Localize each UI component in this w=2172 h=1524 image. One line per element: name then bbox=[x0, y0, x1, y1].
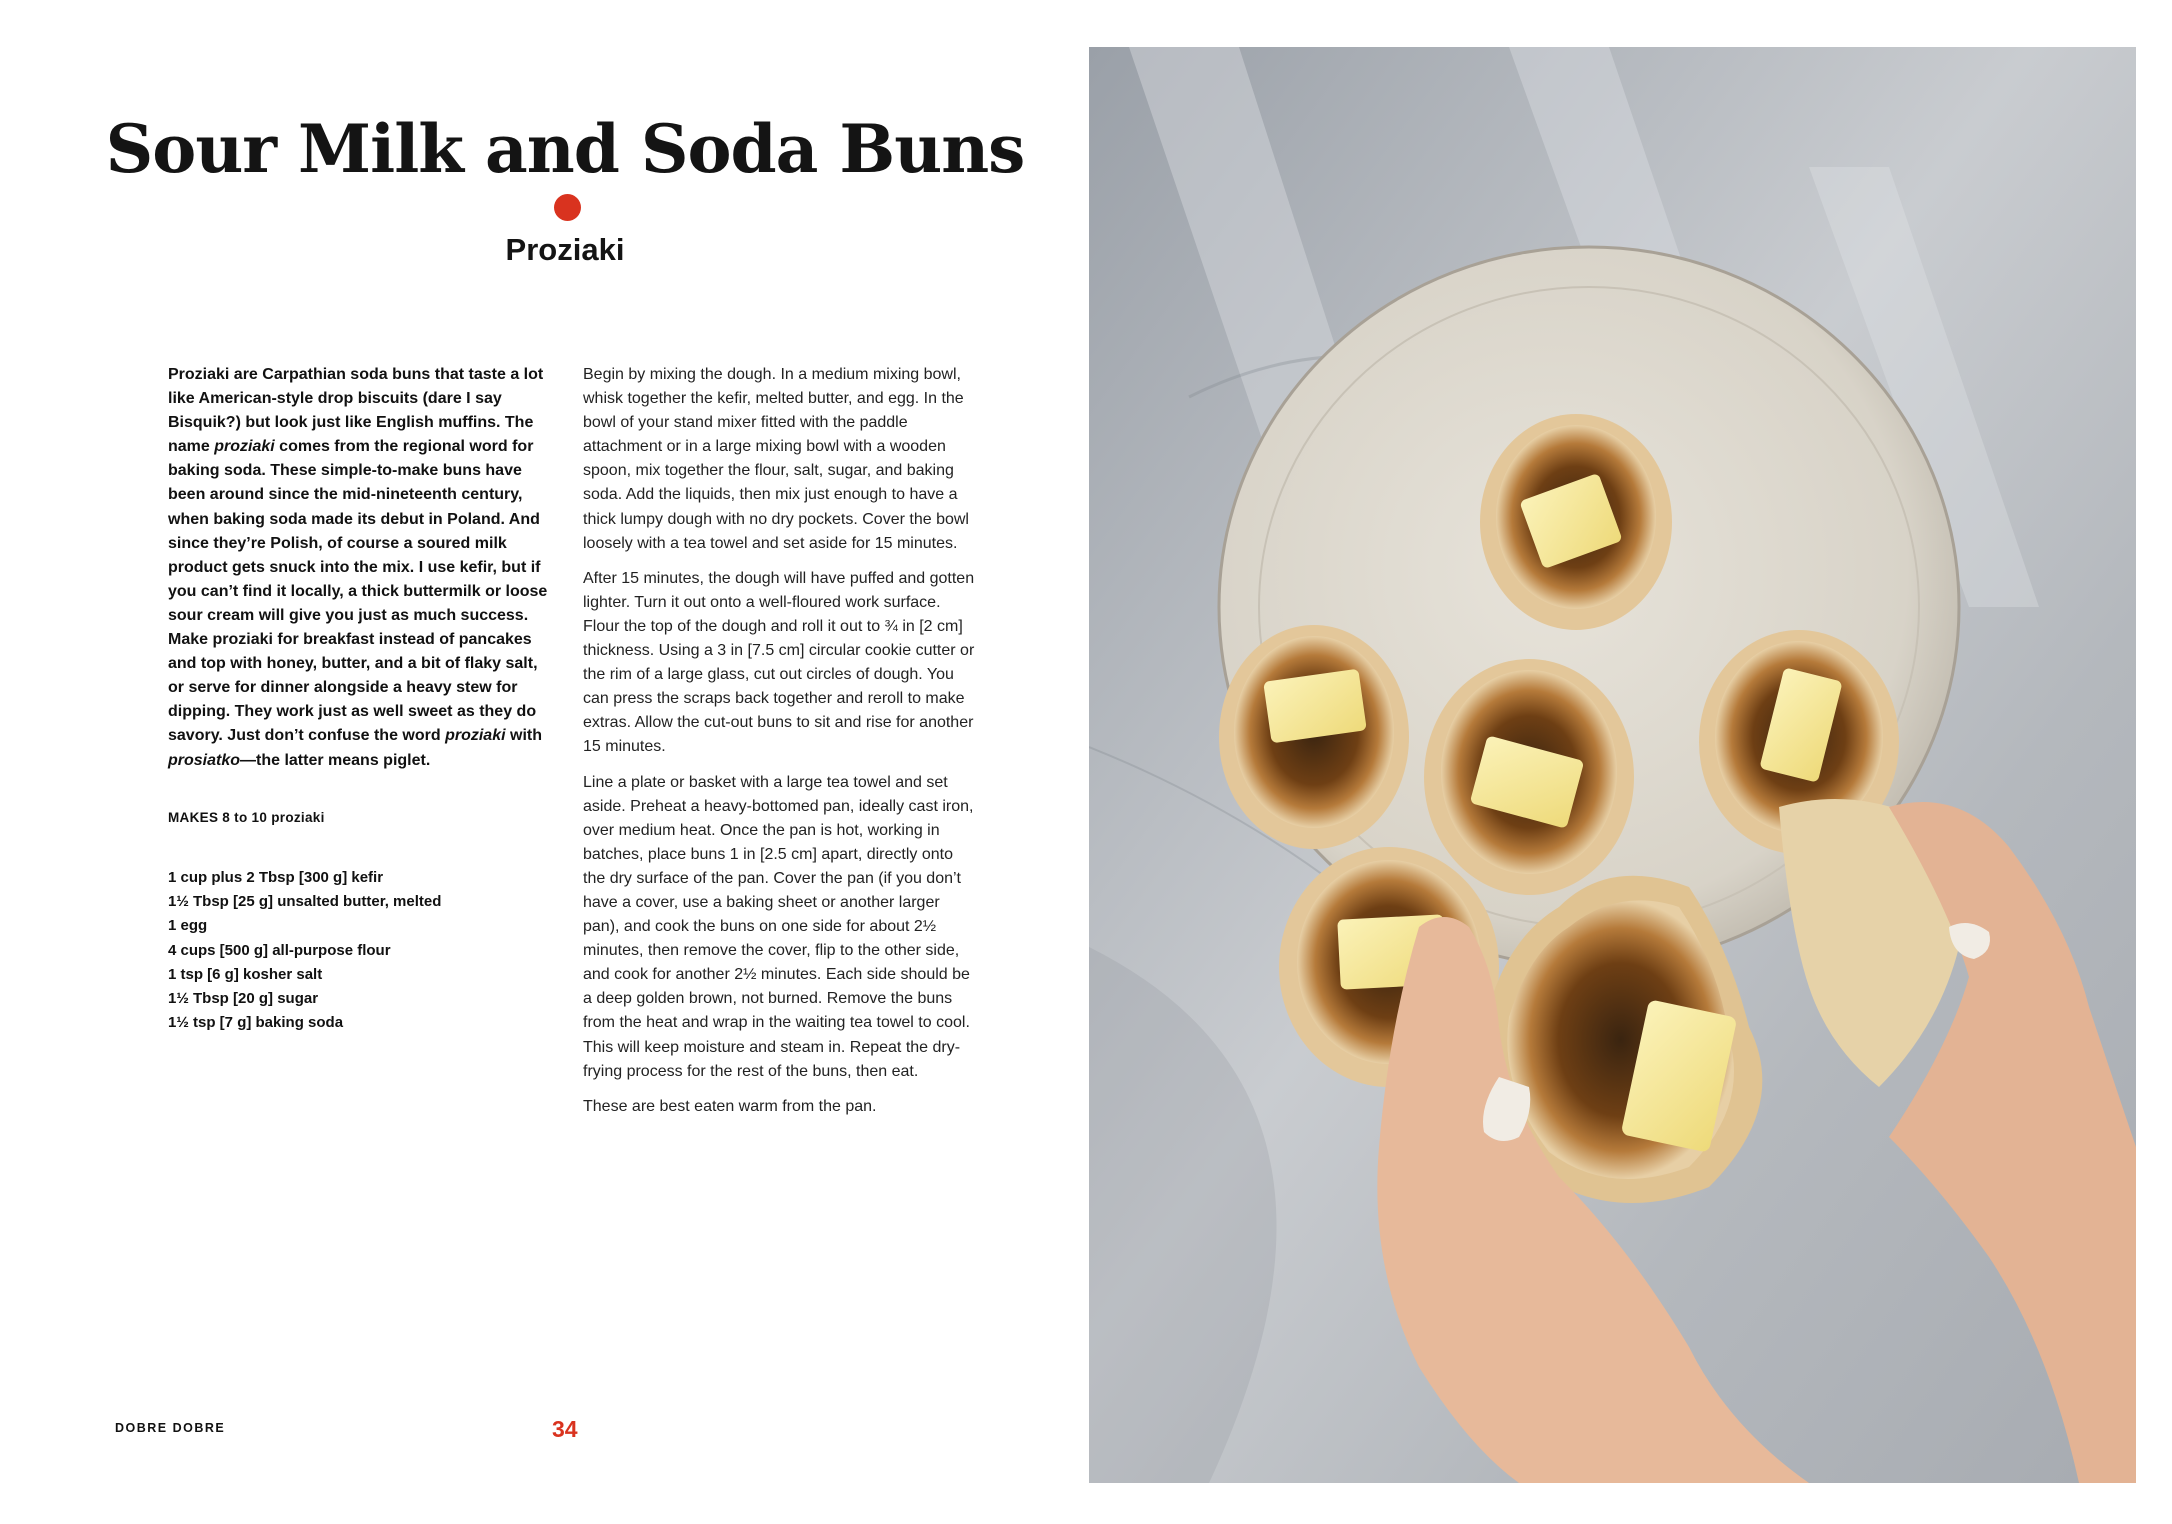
ingredient-item: 1 tsp [6 g] kosher salt bbox=[168, 965, 323, 983]
ingredient-item: 1½ Tbsp [20 g] sugar bbox=[168, 990, 319, 1008]
intro-text-run: comes from the regional word for baking soda. These simple-to-make buns have been around since the mid-nineteenth century, when baking soda made its debut in Poland. And since they’re Polish, of course a soured milk product gets snuck into the mix. I use kefir, but if you can’t find it locally, a thick buttermilk or loose sour cream will give you just as much success. Make proziaki for breakfast instead of pancakes and top with honey, butter, and a bit of flaky salt, or serve for dinner alongside a heavy stew for dipping. They work just as well sweet as they do savory. Just don’t confuse the word bbox=[168, 438, 548, 745]
method-step: Begin by mixing the dough. In a medium mixing bowl, whisk together the kefir, melted butter, and egg. In the bowl of your stand mixer fitted with the paddle attachment or in a large mixing bowl with a wooden spoon, mix together the flour, salt, sugar, and baking soda. Add the liquids, then mix just enough to have a thick lumpy dough with no dry pockets. Cover the bowl loosely with a tea towel and set aside for 15 minutes. bbox=[583, 366, 969, 552]
intro-italic-term: prosiatko bbox=[168, 751, 241, 769]
intro-text-run: with bbox=[505, 727, 542, 745]
ingredient-item: 1½ Tbsp [25 g] unsalted butter, melted bbox=[168, 893, 442, 911]
method-step: These are best eaten warm from the pan. bbox=[583, 1097, 877, 1115]
recipe-photo bbox=[1089, 47, 2136, 1483]
method-step: Line a plate or basket with a large tea towel and set aside. Preheat a heavy-bottomed pan, ideally cast iron, over medium heat. Once the pan is hot, working in batches, place buns 1 in [2.5 cm] apart, directly onto the dry surface of the pan. Cover the pan (if you don’t have a cover, use a baking sheet or another larger pan), and cook the buns on one side for about 2½ minutes, then remove the cover, flip to the other side, and cook for another 2½ minutes. Each side should be a deep golden brown, not burned. Remove the buns from the heat and wrap in the waiting tea towel to cool. This will keep moisture and steam in. Repeat the dry-frying process for the rest of the buns, then eat. bbox=[583, 773, 974, 1080]
ingredient-item: 1 egg bbox=[168, 917, 208, 935]
ingredient-item: 4 cups [500 g] all-purpose flour bbox=[168, 941, 391, 959]
intro-text-run: Proziaki are Carpathian soda buns that taste a lot like American-style drop biscuits (dare I say Bisquik?) but look just like English muffins. The name bbox=[168, 366, 544, 456]
recipe-title: Sour Milk and Soda Buns bbox=[105, 110, 1025, 188]
page-number: 34 bbox=[552, 1416, 578, 1442]
red-dot-ornament bbox=[554, 194, 581, 221]
ingredient-item: 1½ tsp [7 g] baking soda bbox=[168, 1014, 344, 1032]
recipe-subtitle: Proziaki bbox=[505, 232, 625, 267]
book-title-footer: DOBRE DOBRE bbox=[115, 1421, 226, 1435]
recipe-method bbox=[583, 363, 978, 1130]
intro-italic-term: proziaki bbox=[214, 438, 275, 456]
ingredient-item: 1 cup plus 2 Tbsp [300 g] kefir bbox=[168, 869, 384, 886]
intro-italic-term: proziaki bbox=[445, 727, 506, 745]
method-step: After 15 minutes, the dough will have puffed and gotten lighter. Turn it out onto a well-floured work surface. Flour the top of the dough and roll it out to ¾ in [2 cm] thickness. Using a 3 in [7.5 cm] circular cookie cutter or the rim of a large glass, cut out circles of dough. You can press the scraps back together and reroll to make extras. Allow the cut-out buns to sit and rise for another 15 minutes. bbox=[583, 569, 975, 756]
recipe-intro bbox=[168, 363, 553, 773]
recipe-yield: MAKES 8 to 10 proziaki bbox=[168, 810, 325, 825]
intro-text-run: —the latter means piglet. bbox=[240, 751, 431, 769]
ingredient-list bbox=[168, 866, 441, 1035]
